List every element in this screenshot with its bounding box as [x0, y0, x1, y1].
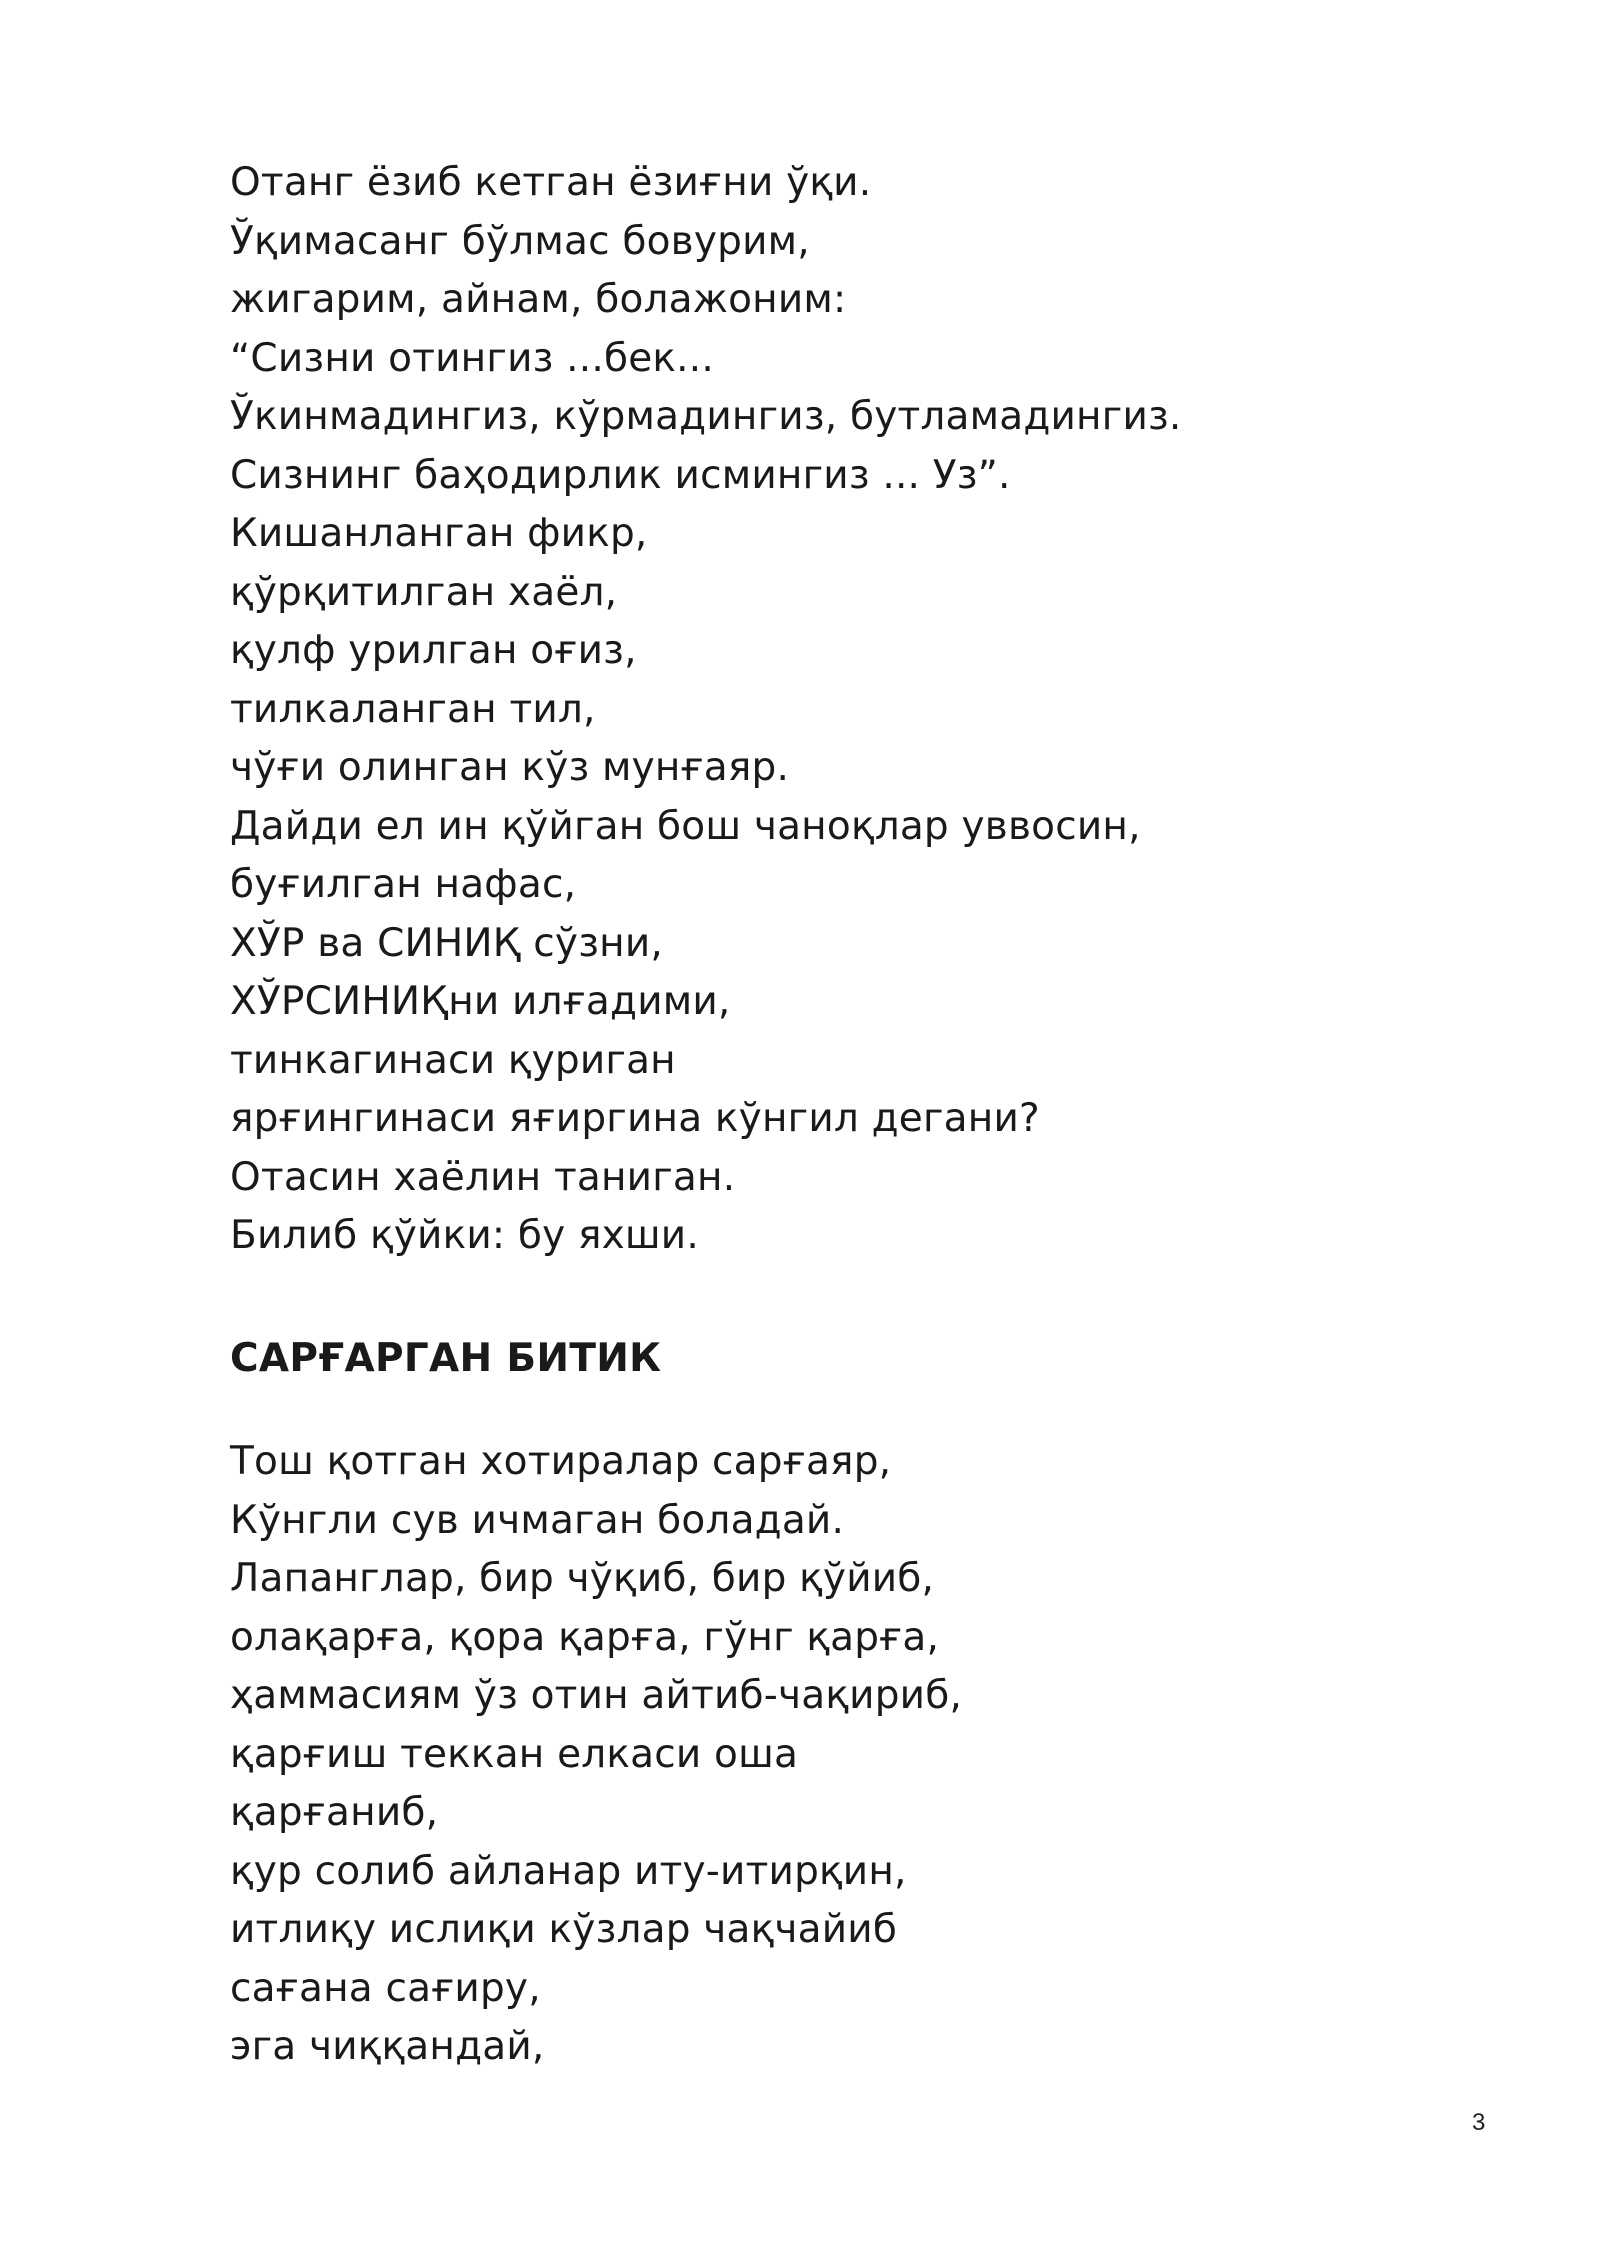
poem-line: ХЎРСИНИҚни илғадими,	[230, 979, 731, 1024]
poem-line: ХЎР ва СИНИҚ сўзни,	[230, 920, 663, 966]
poem-line: буғилган нафас,	[230, 862, 577, 907]
poem-line: жигарим, айнам, болажоним:	[230, 277, 847, 322]
poem-line: қур солиб айланар иту-итирқин,	[230, 1848, 907, 1894]
poem-line: сағана сағиру,	[230, 1965, 541, 2011]
poem-line: эга чиққандай,	[230, 2024, 545, 2069]
poem-line: чўғи олинган кўз мунғаяр.	[230, 745, 790, 790]
poem-line: қулф урилган оғиз,	[230, 628, 637, 673]
poem-line: Ўқимасанг бўлмас бовурим,	[230, 218, 810, 264]
poem-line: Отасин хаёлин таниган.	[230, 1154, 736, 1200]
poem-line: Лапанглар, бир чўқиб, бир қўйиб,	[230, 1556, 935, 1601]
poem-line: қарғиш теккан елкаси оша	[230, 1731, 799, 1777]
poem-title: САРҒАРГАН БИТИК	[230, 1336, 662, 1381]
poem-line: Билиб қўйки: бу яхши.	[230, 1213, 699, 1258]
poem-line: тинкагинаси қуриган	[230, 1037, 676, 1083]
poem-line: итлиқу ислиқи кўзлар чақчайиб	[230, 1907, 898, 1952]
poem-line: ҳаммасиям ўз отин айтиб-чақириб,	[230, 1673, 963, 1718]
poem-stanza-2	[230, 1433, 962, 2077]
poem-line: ярғингинаси яғиргина кўнгил дегани?	[230, 1096, 1040, 1141]
poem-line: Отанг ёзиб кетган ёзиғни ўқи.	[230, 160, 872, 205]
poem-line: “Сизни отингиз ...бек...	[230, 335, 714, 381]
poem-line: Ўкинмадингиз, кўрмадингиз, бутламадингиз.	[230, 394, 1182, 439]
poem-line: Сизнинг баҳодирлик исмингиз ... Уз”.	[230, 452, 1011, 498]
poem-line: Кишанланган фикр,	[230, 511, 648, 556]
page-number: 3	[1472, 2109, 1486, 2136]
poem-line: қарғаниб,	[230, 1790, 439, 1835]
poem-line: Дайди ел ин қўйган бош чаноқлар уввосин,	[230, 803, 1141, 849]
poem-line: тилкаланган тил,	[230, 686, 596, 732]
poem-stanza-1	[230, 154, 1182, 1266]
poem-line: Кўнгли сув ичмаган боладай.	[230, 1497, 845, 1543]
poem-line: олақарға, қора қарға, гўнг қарға,	[230, 1614, 940, 1660]
poem-line: қўрқитилган хаёл,	[230, 569, 618, 615]
poem-line: Тош қотган хотиралар сарғаяр,	[230, 1439, 892, 1484]
